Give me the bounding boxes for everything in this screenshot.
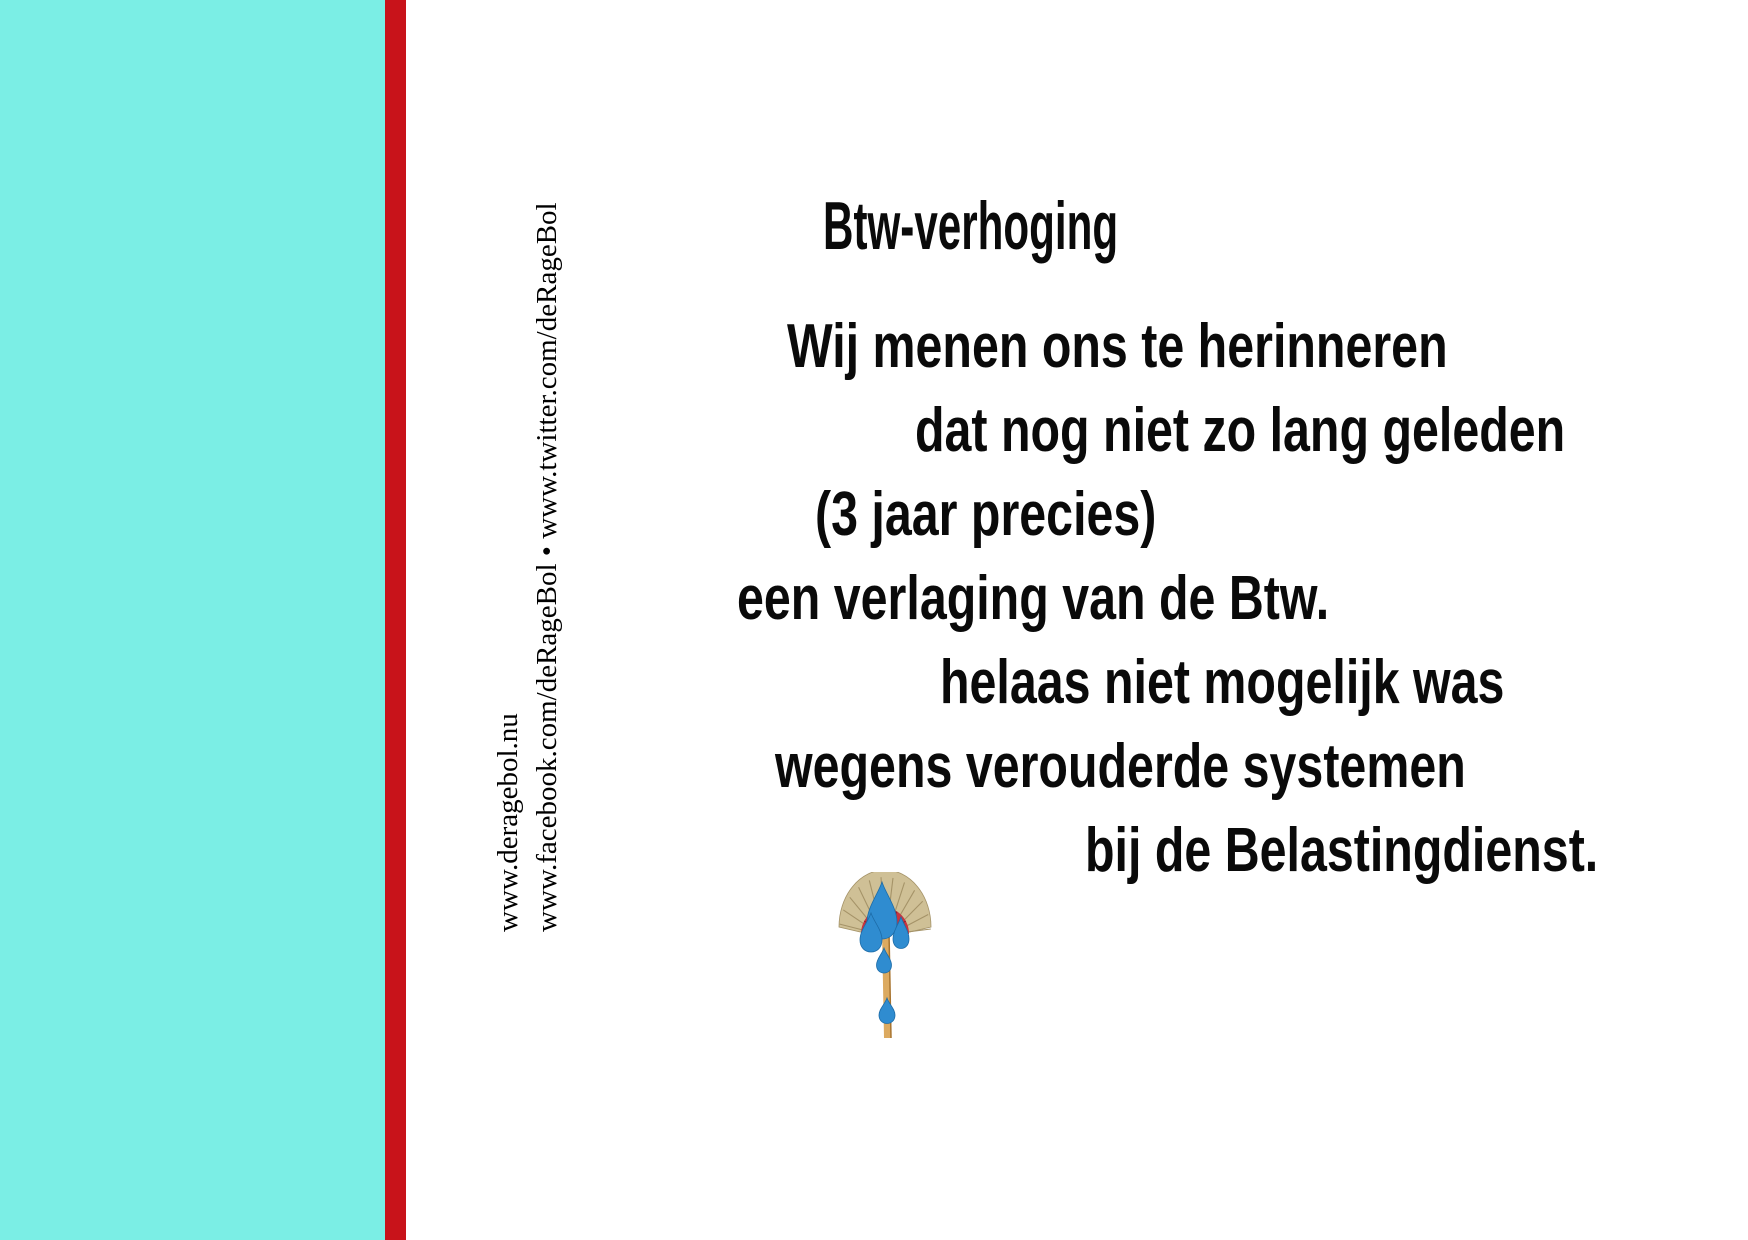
page-title: Btw-verhoging: [823, 188, 1119, 264]
poem-line: Wij menen ons te herinneren: [787, 312, 1448, 381]
ragebol-broom-illustration: [835, 872, 935, 1042]
social-urls: www.facebook.com/deRageBol • www.twitter.com/deRageBol: [531, 202, 563, 932]
teal-stripe: [0, 0, 385, 1240]
poem-line: dat nog niet zo lang geleden: [915, 396, 1566, 465]
website-links-vertical: [489, 202, 567, 932]
red-stripe: [385, 0, 406, 1240]
poem-line: bij de Belastingdienst.: [1085, 816, 1599, 885]
poem-line: (3 jaar precies): [815, 480, 1157, 549]
poem-line: wegens verouderde systemen: [775, 732, 1466, 801]
website-url: www.deragebol.nu: [492, 713, 524, 932]
poem-line: een verlaging van de Btw.: [737, 564, 1330, 633]
poem-line: helaas niet mogelijk was: [940, 648, 1505, 717]
